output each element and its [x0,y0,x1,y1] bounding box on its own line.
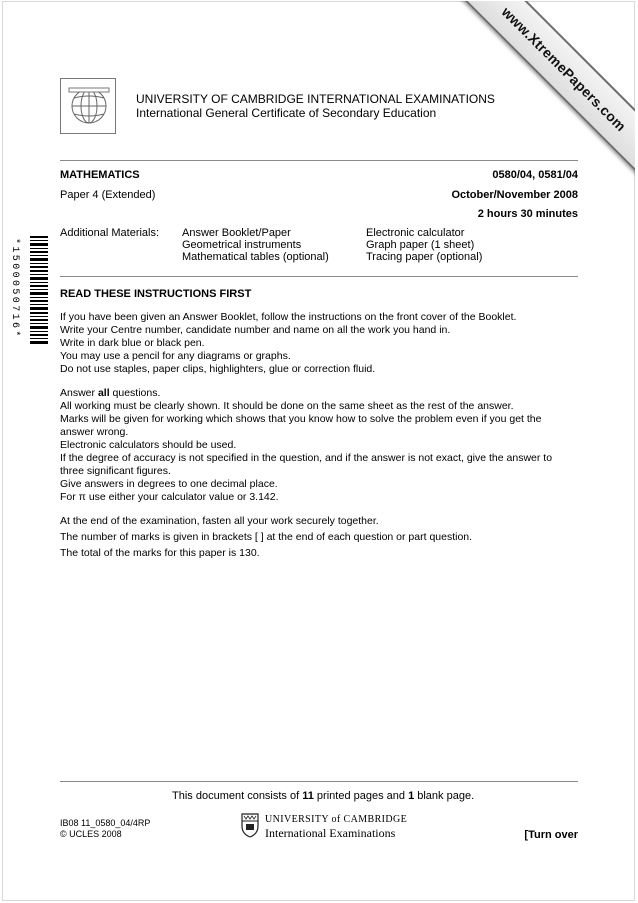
divider [60,160,578,161]
material-item: Electronic calculator [366,227,465,239]
watermark-text: www.XtremePapers.com [446,1,635,187]
subject: MATHEMATICS [60,169,140,181]
instruction-line: The total of the marks for this paper is 130. [60,547,260,559]
paper-reference: IB08 11_0580_04/4RP [60,818,151,828]
exam-session: October/November 2008 [451,189,578,201]
instructions-heading: READ THESE INSTRUCTIONS FIRST [60,288,252,300]
materials-label: Additional Materials: [60,227,160,239]
pi-instruction: For π use either your calculator value or 3.142. [60,491,279,503]
instructions-body [60,311,580,560]
material-item: Mathematical tables (optional) [182,251,329,263]
cambridge-logo-line2: International Examinations [265,826,396,840]
instruction-line: If the degree of accuracy is not specified in the question, and if the answer is not exact, give the answer to [60,452,553,464]
material-item: Answer Booklet/Paper [182,227,291,239]
exam-duration: 2 hours 30 minutes [477,208,578,220]
university-name: UNIVERSITY OF CAMBRIDGE INTERNATIONAL EXAMINATIONS [136,92,495,106]
instruction-line: Write your Centre number, candidate number and name on all the work you hand in. [60,324,451,336]
material-item: Geometrical instruments [182,239,302,251]
printed-pages: 11 [302,790,314,802]
footer-divider [60,781,578,782]
globe-icon [67,84,111,128]
material-item: Graph paper (1 sheet) [366,239,475,251]
doc-middle: printed pages and [313,790,409,802]
blank-pages: 1 [408,790,415,802]
instruction-line: If you have been given an Answer Booklet, follow the instructions on the front cover of the Booklet. [60,311,517,323]
page-count-note [172,790,474,802]
instruction-line: All working must be clearly shown. It should be done on the same sheet as the rest of the answer. [60,400,514,412]
certificate-name: International General Certificate of Secondary Education [136,106,437,120]
answer-suffix: questions. [109,387,161,399]
turn-over: [Turn over [524,829,578,841]
material-item: Tracing paper (optional) [366,251,483,263]
paper-codes: 0580/04, 0581/04 [492,169,578,181]
instruction-line: The number of marks is given in brackets [ ] at the end of each question or part question. [60,531,473,543]
doc-suffix: blank page. [414,790,475,802]
instruction-line: three significant figures. [60,465,171,477]
answer-instruction [60,387,580,400]
barcode-number: *1500050716* [9,238,20,339]
instruction-line: You may use a pencil for any diagrams or graphs. [60,350,291,362]
instruction-line: Write in dark blue or black pen. [60,337,205,349]
cambridge-logo-line1: UNIVERSITY of CAMBRIDGE [265,814,408,825]
divider [60,276,578,277]
answer-bold: all [97,387,110,399]
cambridge-crest-icon [240,812,260,838]
globe-logo [60,78,116,134]
instruction-line: answer wrong. [60,426,129,438]
paper-title: Paper 4 (Extended) [60,189,156,201]
instruction-line: Give answers in degrees to one decimal place. [60,478,278,490]
barcode-icon [30,236,48,344]
instruction-line: Do not use staples, paper clips, highlighters, glue or correction fluid. [60,363,376,375]
doc-prefix: This document consists of [172,790,303,802]
instruction-line: Marks will be given for working which shows that you know how to solve the problem even if you get the [60,413,542,425]
answer-prefix: Answer [60,387,98,399]
instruction-line: At the end of the examination, fasten all your work securely together. [60,515,379,527]
instruction-line: Electronic calculators should be used. [60,439,237,451]
copyright: © UCLES 2008 [60,829,122,839]
